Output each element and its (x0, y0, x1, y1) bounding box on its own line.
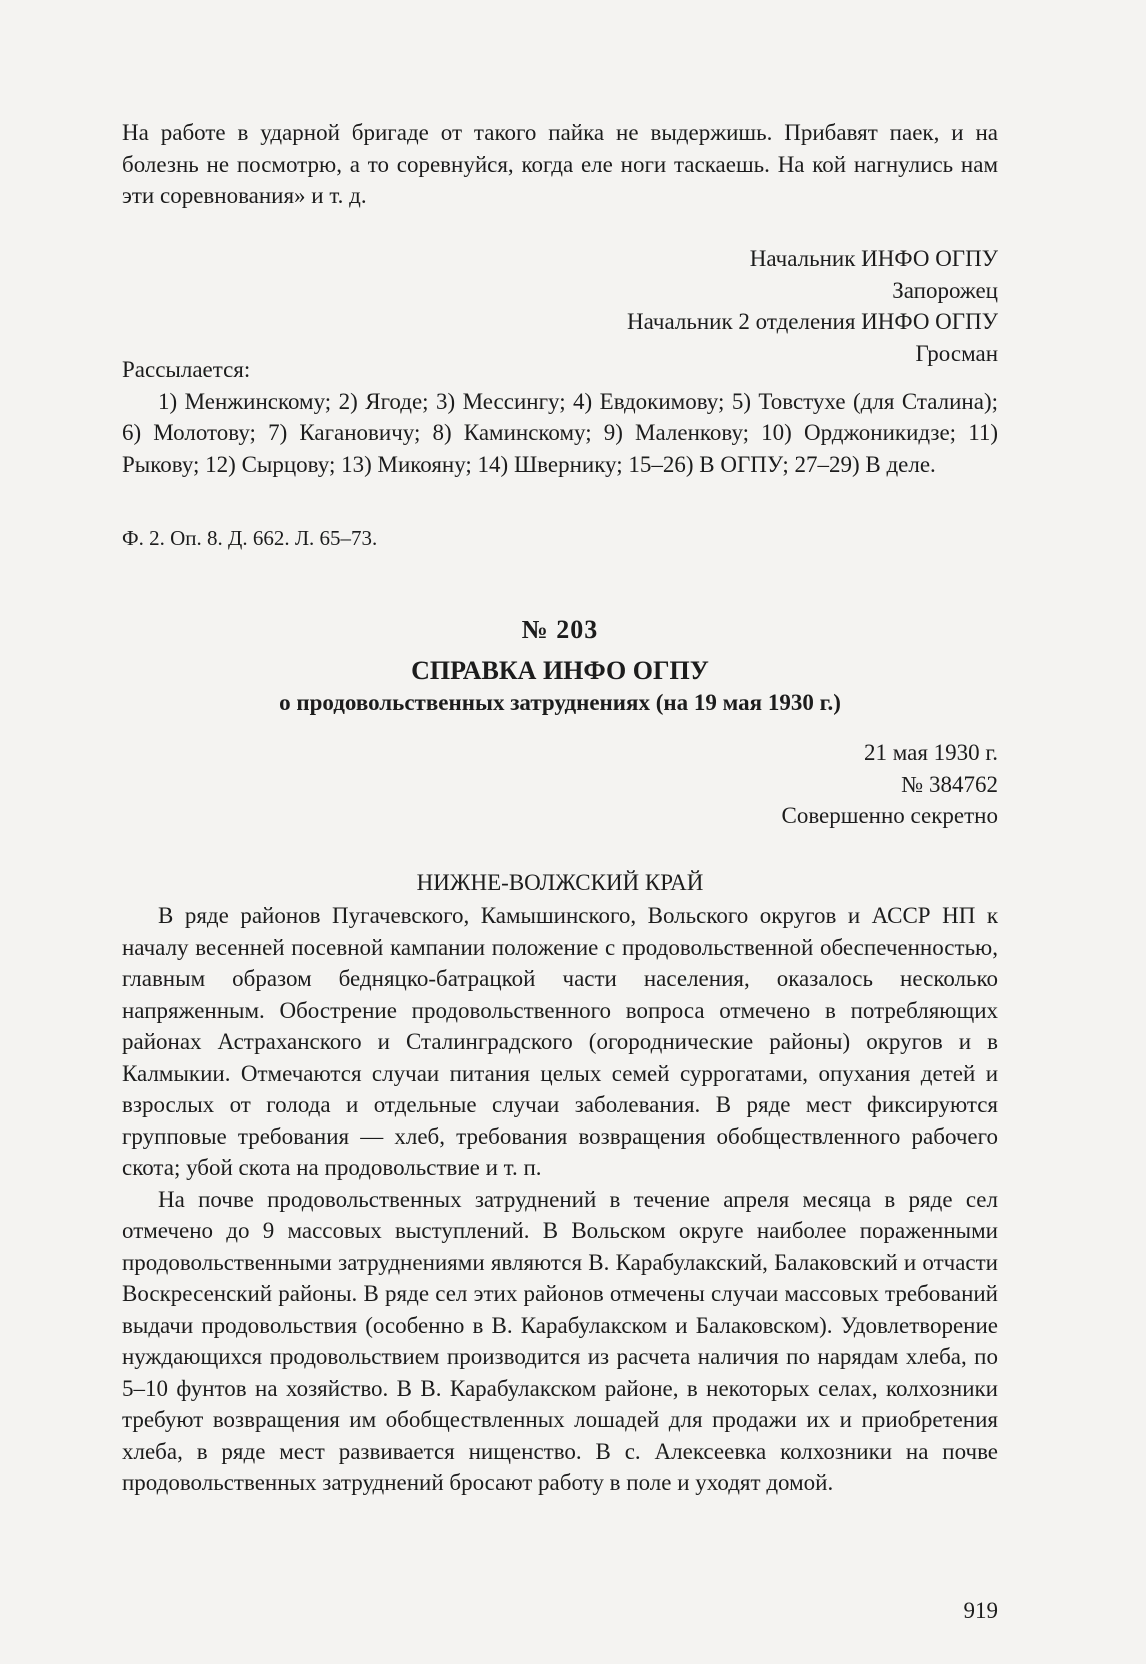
archive-reference: Ф. 2. Оп. 8. Д. 662. Л. 65–73. (122, 526, 378, 550)
signature-block (122, 243, 998, 369)
document-title: СПРАВКА ИНФО ОГПУ (411, 656, 709, 685)
body-paragraph-1: В ряде районов Пугачевского, Камышинского, Вольского округов и АССР НП к началу весенней посевной кампании положение с продовольственной обеспеченностью, главным образом бедняцко-батрацкой части населения, оказалось несколько напряженным. Обострение продовольственного вопроса отмечено в потребляющих районах Астраханского и Сталинградского (огороднические районы) округов и в Калмыкии. Отмечаются случаи питания целых семей суррогатами, опухания детей и взрослых от голода и отдельные случаи заболевания. В ряде мест фиксируются групповые требования — хлеб, требования возвращения обобществленного рабочего скота; убой скота на продовольствие и т. п. (122, 903, 998, 1180)
document-header (122, 614, 998, 646)
distribution-block (122, 354, 998, 480)
distribution-list: 1) Менжинскому; 2) Ягоде; 3) Мессингу; 4) Евдокимову; 5) Товстухе (для Сталина); 6) Молотову; 7) Кагановичу; 8) Каминскому; 9) Маленкову; 10) Орджоникидзе; 11) Рыкову; 12) Сырцову; 13) Микояну; 14) Швернику; 15–26) В ОГПУ; 27–29) В деле. (122, 388, 998, 477)
region-heading: НИЖНЕ-ВОЛЖСКИЙ КРАЙ (416, 870, 704, 895)
body-text (122, 900, 998, 1499)
document-reg-number: № 384762 (901, 771, 998, 797)
document-classification: Совершенно секретно (781, 803, 998, 828)
distribution-label: Рассылается: (122, 357, 251, 382)
document-title-block (122, 655, 998, 718)
document-number: № 203 (521, 615, 599, 644)
document-subtitle: о продовольственных затруднениях (на 19 мая 1930 г.) (279, 689, 841, 715)
page-number: 919 (963, 1598, 998, 1623)
signature-title-2: Начальник 2 отделения ИНФО ОГПУ (627, 309, 998, 334)
document-date: 21 мая 1930 г. (863, 740, 998, 765)
body-paragraph-2: На почве продовольственных затруднений в течение апреля месяца в ряде сел отмечено до 9 массовых выступлений. В Вольском округе наиболее пораженными продовольственными затруднениями являются В. Карабулакский, Балаковский и отчасти Воскресенский районы. В ряде сел этих районов отмечены случаи массовых требований выдачи продовольствия (особенно в В. Карабулакском и Балаковском). Удовлетворение нуждающихся продовольствием производится из расчета наличия по нарядам хлеба, по 5–10 фунтов на хозяйство. В В. Карабулакском районе, в некоторых селах, колхозники требуют возвращения им обобществленных лошадей для продажи их и приобретения хлеба, в ряде мест развивается нищенство. В с. Алексеевка колхозники на почве продовольственных затруднений бросают работу в поле и уходят домой. (122, 1186, 998, 1495)
signature-name-2: Гросман (915, 340, 998, 366)
signature-title-1: Начальник ИНФО ОГПУ (749, 246, 998, 271)
intro-paragraph: На работе в ударной бригаде от такого пайка не выдержишь. Прибавят паек, и на болезнь не посмотрю, а то соревнуйся, когда еле ноги таскаешь. На кой нагнулись нам эти соревнования» и т. д. (122, 120, 998, 208)
signature-name-1: Запорожец (892, 277, 998, 303)
document-meta (122, 737, 998, 832)
